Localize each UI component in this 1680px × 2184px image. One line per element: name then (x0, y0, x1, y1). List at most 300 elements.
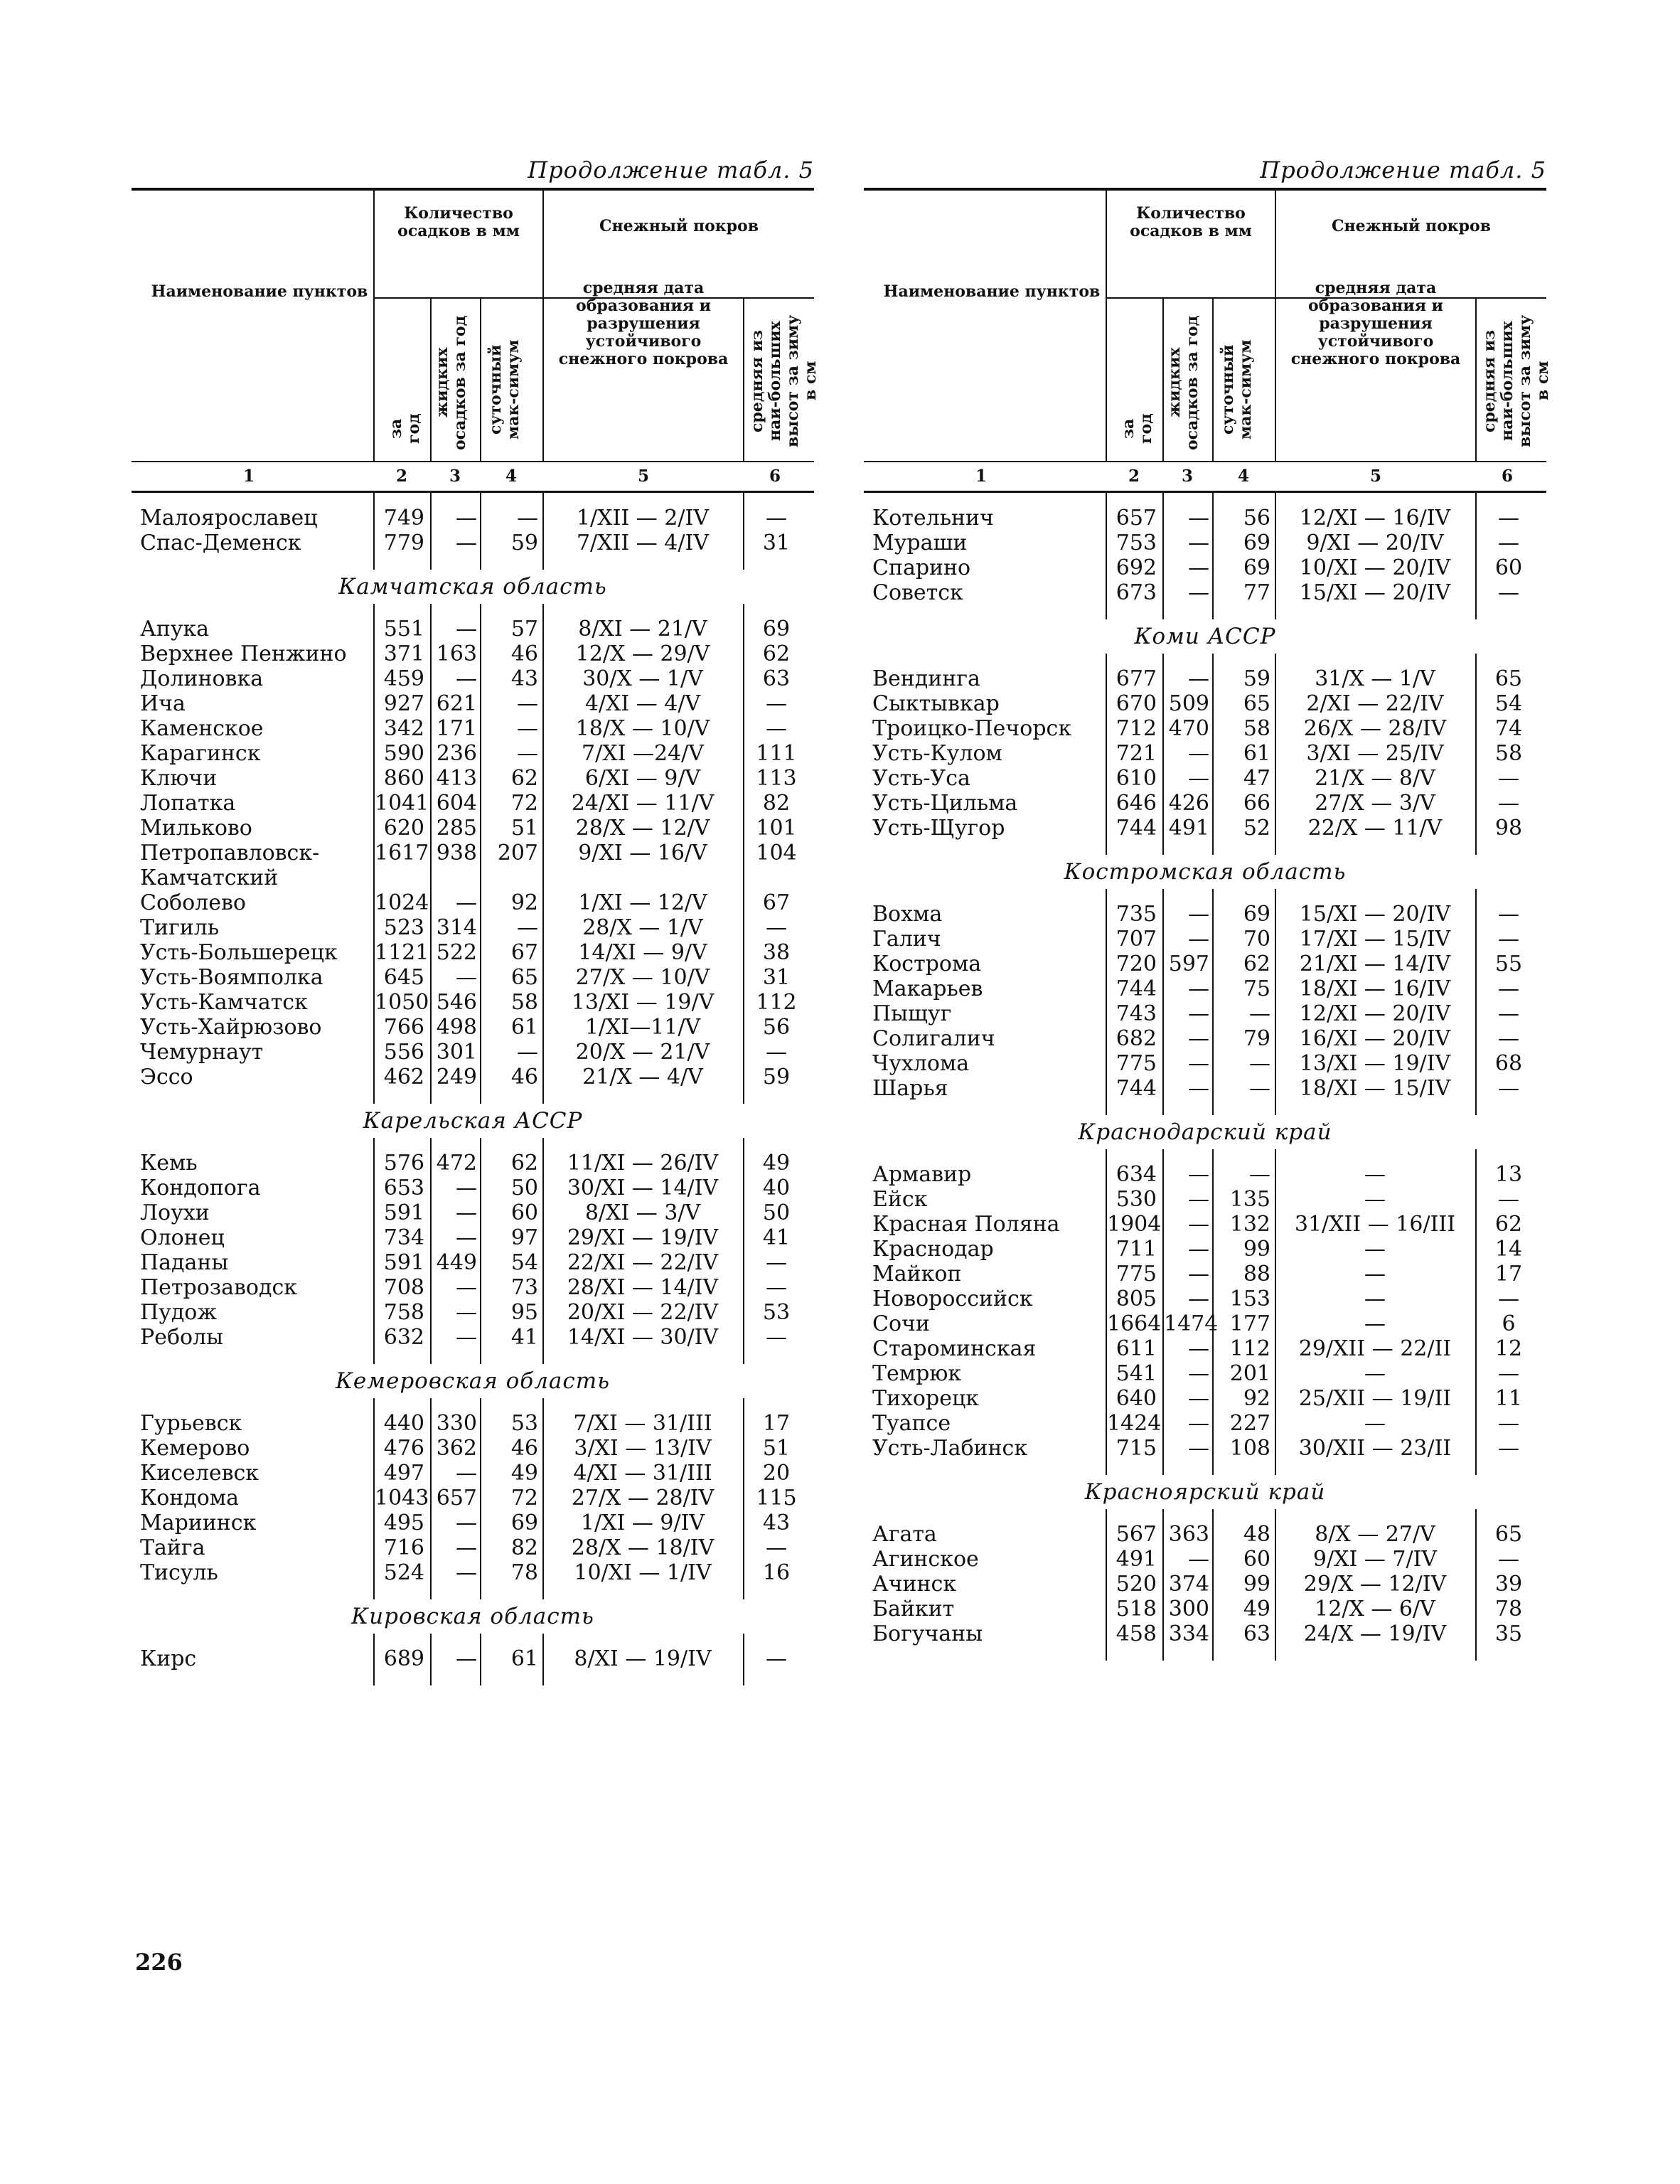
snow-height: 56 (762, 1015, 791, 1040)
table-row (864, 506, 1546, 531)
station-name: Малоярославец (140, 506, 318, 531)
precip-liquid: 449 (436, 1250, 477, 1275)
snow-dates: 20/X — 21/V (575, 1040, 710, 1065)
precip-year: 749 (383, 506, 424, 531)
header-group-precip: Количество осадков в мм (397, 204, 520, 240)
table-row (132, 666, 814, 691)
table-row (132, 1015, 814, 1040)
station-name: Байкит (872, 1597, 955, 1621)
region-rows (132, 1398, 814, 1599)
precip-year: 634 (1115, 1162, 1157, 1187)
header-divider (1475, 297, 1477, 461)
station-name: Шарья (872, 1076, 948, 1101)
table-row (864, 716, 1546, 741)
precip-year: 715 (1115, 1436, 1157, 1461)
snow-height: 12 (1494, 1336, 1523, 1361)
header-daily-max: суточный мак-симум (486, 339, 523, 440)
snow-dates: 25/XII — 19/II (1298, 1386, 1452, 1411)
station-name: Гурьевск (140, 1411, 242, 1436)
table-row (132, 1325, 814, 1350)
snow-dates: 8/X — 27/V (1315, 1522, 1435, 1547)
snow-dates: 28/XI — 14/IV (567, 1275, 719, 1300)
header-sub-rule (373, 297, 814, 299)
table-row (864, 1386, 1546, 1411)
precip-year: 708 (383, 1275, 424, 1300)
snow-dates: 18/X — 10/V (575, 716, 710, 741)
continuation-label: Продолжение табл. 5 (528, 156, 814, 183)
precip-year: 1664 (1107, 1311, 1162, 1336)
snow-height: 20 (762, 1461, 791, 1486)
table-header (132, 191, 820, 462)
precip-daily-max: 132 (1229, 1212, 1270, 1237)
region-title: Кемеровская область (335, 1368, 611, 1394)
snow-dates: 11/XI — 26/IV (567, 1151, 719, 1176)
precip-liquid: 604 (436, 791, 477, 816)
snow-height: — (1498, 580, 1519, 605)
snow-height: — (766, 506, 787, 531)
region-title: Карельская АССР (363, 1108, 583, 1134)
snow-height: — (1498, 1547, 1519, 1572)
snow-dates: 30/XI — 14/IV (567, 1176, 719, 1200)
precip-liquid: — (1188, 1386, 1209, 1411)
column-numbers (864, 462, 1546, 493)
precip-year: 720 (1115, 952, 1157, 976)
snow-dates: 24/XI — 11/V (571, 791, 715, 816)
snow-dates: 28/X — 1/V (582, 915, 703, 940)
snow-height: 82 (762, 791, 791, 816)
table-row (864, 1001, 1546, 1026)
region-section (132, 1364, 814, 1599)
snow-height: 104 (756, 841, 797, 865)
station-name: Соболево (140, 890, 246, 915)
snow-height: 14 (1494, 1237, 1523, 1262)
precip-daily-max: 72 (510, 1486, 538, 1511)
region-rows (132, 1138, 814, 1364)
snow-dates: 13/XI — 19/V (571, 990, 715, 1015)
precip-daily-max: 61 (510, 1646, 538, 1671)
table-row (132, 1300, 814, 1325)
header-avg-height: средняя из наи-больших высот за зиму в см (1480, 314, 1552, 447)
station-name: Реболы (140, 1325, 223, 1350)
precip-liquid: — (1188, 580, 1209, 605)
table-row (132, 1436, 814, 1461)
precip-daily-max: 65 (510, 965, 538, 990)
snow-dates: 3/XI — 25/IV (1306, 741, 1444, 766)
precip-daily-max: 47 (1243, 766, 1270, 791)
snow-height: 35 (1494, 1621, 1523, 1646)
precip-liquid: 301 (436, 1040, 477, 1065)
snow-height: 62 (762, 641, 791, 666)
precip-year: 653 (383, 1176, 424, 1200)
precip-year: 458 (1115, 1621, 1157, 1646)
precip-liquid: — (1188, 1237, 1209, 1262)
table-row (132, 1511, 814, 1535)
precip-daily-max: 46 (510, 641, 538, 666)
precip-daily-max: 60 (1243, 1547, 1270, 1572)
precip-liquid: 621 (436, 691, 477, 716)
region-title: Кировская область (351, 1604, 594, 1629)
snow-height: — (766, 1275, 787, 1300)
precip-year: 541 (1115, 1361, 1157, 1386)
region-title: Коми АССР (1134, 624, 1276, 649)
table-row (132, 940, 814, 965)
snow-height: 101 (756, 816, 797, 841)
precip-daily-max: 112 (1229, 1336, 1270, 1361)
table-row (864, 952, 1546, 976)
precip-daily-max: 48 (1243, 1522, 1270, 1547)
precip-liquid: — (1188, 1162, 1209, 1187)
station-name: Кемь (140, 1151, 198, 1176)
precip-liquid: — (456, 1511, 477, 1535)
header-divider (1106, 191, 1107, 461)
snow-height: 98 (1494, 816, 1523, 841)
precip-liquid: 472 (436, 1151, 477, 1176)
table-row (132, 1560, 814, 1585)
snow-height: — (1498, 976, 1519, 1001)
precip-liquid: 171 (436, 716, 477, 741)
precip-daily-max: 51 (510, 816, 538, 841)
snow-dates: 7/XII — 4/IV (576, 531, 710, 555)
precip-liquid: — (1188, 1076, 1209, 1101)
snow-dates: 16/XI — 20/IV (1299, 1026, 1451, 1051)
snow-dates: 1/XI — 12/V (578, 890, 707, 915)
precip-year: 620 (383, 816, 424, 841)
station-name: Чемурнаут (140, 1040, 264, 1065)
station-name: Лоухи (140, 1200, 210, 1225)
snow-dates: 14/XI — 30/IV (567, 1325, 719, 1350)
table-row (864, 531, 1546, 555)
region-section (132, 1104, 814, 1364)
station-name: Ейск (872, 1187, 928, 1212)
page-number: 226 (135, 1949, 183, 1976)
header-liquid: жидких осадков за год (433, 315, 469, 450)
snow-height: — (1498, 1076, 1519, 1101)
table-row (132, 691, 814, 716)
table-row (132, 1646, 814, 1671)
precip-year: 495 (383, 1511, 424, 1535)
station-name: Усть-Цильма (872, 791, 1018, 816)
table-row (132, 617, 814, 641)
precip-year: 476 (383, 1436, 424, 1461)
colnum: 6 (1501, 467, 1514, 486)
colnum: 6 (769, 467, 781, 486)
precip-daily-max: 99 (1243, 1572, 1270, 1597)
precip-year: 707 (1115, 927, 1157, 952)
precip-daily-max: — (517, 506, 538, 531)
precip-year: 677 (1115, 666, 1157, 691)
precip-liquid: 470 (1168, 716, 1209, 741)
precip-liquid: — (456, 666, 477, 691)
table-row (864, 580, 1546, 605)
station-name: Долиновка (140, 666, 264, 691)
table-row (132, 1040, 814, 1065)
snow-height: 69 (762, 617, 791, 641)
precip-liquid: — (1188, 1051, 1209, 1076)
snow-dates: 29/XII — 22/II (1298, 1336, 1452, 1361)
snow-height: 115 (756, 1486, 797, 1511)
precip-year: 440 (383, 1411, 424, 1436)
precip-daily-max: 153 (1229, 1287, 1270, 1311)
precip-year: 744 (1115, 1076, 1157, 1101)
table-row (132, 1411, 814, 1436)
precip-year: 497 (383, 1461, 424, 1486)
header-divider (480, 297, 481, 461)
snow-dates: — (1364, 1311, 1386, 1336)
precip-liquid: — (1188, 1187, 1209, 1212)
precip-liquid: 938 (436, 841, 477, 865)
precip-year: 744 (1115, 816, 1157, 841)
table-row (132, 890, 814, 915)
precip-year: 711 (1115, 1237, 1157, 1262)
precip-daily-max: 227 (1229, 1411, 1270, 1436)
station-name: Тигиль (140, 915, 220, 940)
table-row (864, 1187, 1546, 1212)
precip-daily-max: 69 (1243, 902, 1270, 927)
snow-height: 13 (1494, 1162, 1523, 1187)
precip-year: 657 (1115, 506, 1157, 531)
station-name: Кирс (140, 1646, 197, 1671)
region-rows (864, 1149, 1546, 1475)
precip-daily-max: 77 (1243, 580, 1270, 605)
precip-liquid: — (1188, 1436, 1209, 1461)
precip-daily-max: 78 (510, 1560, 538, 1585)
table-row (864, 1162, 1546, 1187)
snow-dates: 28/X — 12/V (575, 816, 710, 841)
region-rows (864, 1509, 1546, 1661)
station-name: Усть-Кулом (872, 741, 1002, 766)
precip-year: 758 (383, 1300, 424, 1325)
snow-height: — (1498, 1411, 1519, 1436)
snow-height: 111 (756, 741, 797, 766)
station-name: Эссо (140, 1065, 193, 1090)
table-row (864, 766, 1546, 791)
colnum: 3 (1181, 467, 1194, 486)
precip-daily-max: 92 (1243, 1386, 1270, 1411)
header-divider (1162, 297, 1164, 461)
precip-year: 518 (1115, 1597, 1157, 1621)
precip-year: 459 (383, 666, 424, 691)
precip-year: 712 (1115, 716, 1157, 741)
precip-daily-max: 49 (510, 1461, 538, 1486)
snow-height: — (766, 1646, 787, 1671)
region-section (864, 493, 1546, 619)
snow-dates: — (1364, 1187, 1386, 1212)
precip-liquid: — (456, 1300, 477, 1325)
precip-year: 721 (1115, 741, 1157, 766)
snow-height: 31 (762, 965, 791, 990)
snow-height: — (1498, 1287, 1519, 1311)
snow-dates: — (1364, 1237, 1386, 1262)
snow-dates: 2/XI — 22/IV (1306, 691, 1444, 716)
snow-dates: — (1364, 1361, 1386, 1386)
table-row (864, 1311, 1546, 1336)
snow-dates: 4/XI — 4/V (584, 691, 701, 716)
station-name: Усть-Большерецк (140, 940, 338, 965)
station-name: Усть-Щугор (872, 816, 1005, 841)
precip-daily-max: 69 (1243, 555, 1270, 580)
precip-liquid: 522 (436, 940, 477, 965)
precip-daily-max: 66 (1243, 791, 1270, 816)
table-row (132, 1275, 814, 1300)
snow-height: — (1498, 1187, 1519, 1212)
table-row (864, 927, 1546, 952)
table-row (864, 816, 1546, 841)
table-row (864, 1026, 1546, 1051)
station-name: Лопатка (140, 791, 236, 816)
precip-liquid: 413 (436, 766, 477, 791)
header-year: за год (387, 413, 423, 444)
snow-height: — (1498, 1361, 1519, 1386)
station-name: Армавир (872, 1162, 972, 1187)
station-name: Туапсе (872, 1411, 951, 1436)
precip-liquid: 300 (1168, 1597, 1209, 1621)
precip-year: 591 (383, 1250, 424, 1275)
region-title: Красноярский край (1084, 1479, 1326, 1505)
precip-year: 689 (383, 1646, 424, 1671)
colnum: 5 (1369, 467, 1382, 486)
snow-height: 39 (1494, 1572, 1523, 1597)
table-row (864, 1051, 1546, 1076)
snow-dates: — (1364, 1287, 1386, 1311)
precip-liquid: 330 (436, 1411, 477, 1436)
precip-year: 524 (383, 1560, 424, 1585)
snow-height: — (1498, 766, 1519, 791)
precip-daily-max: 69 (1243, 531, 1270, 555)
station-name: Солигалич (872, 1026, 995, 1051)
snow-dates: 8/XI — 19/IV (574, 1646, 712, 1671)
station-name: Спарино (872, 555, 971, 580)
precip-daily-max: 59 (510, 531, 538, 555)
precip-daily-max: 72 (510, 791, 538, 816)
snow-height: — (1498, 531, 1519, 555)
precip-daily-max: 97 (510, 1225, 538, 1250)
snow-height: — (1498, 1026, 1519, 1051)
station-name: Карагинск (140, 741, 261, 766)
station-name: Верхнее Пенжино (140, 641, 347, 666)
snow-dates: 22/X — 11/V (1307, 816, 1443, 841)
precip-liquid: — (1188, 1262, 1209, 1287)
station-name: Киселевск (140, 1461, 260, 1486)
snow-dates: — (1364, 1162, 1386, 1187)
region-rows (132, 493, 814, 570)
precip-year: 1424 (1107, 1411, 1162, 1436)
station-name: Ича (140, 691, 186, 716)
table-row (864, 1287, 1546, 1311)
precip-liquid: — (1188, 506, 1209, 531)
snow-dates: 9/XI — 7/IV (1312, 1547, 1438, 1572)
precip-liquid: — (1188, 902, 1209, 927)
table-row (132, 531, 814, 555)
table-row (132, 1225, 814, 1250)
snow-height: 49 (762, 1151, 791, 1176)
precip-year: 1041 (375, 791, 429, 816)
station-name: Красная Поляна (872, 1212, 1060, 1237)
snow-dates: 18/XI — 16/IV (1299, 976, 1451, 1001)
table-row (864, 1522, 1546, 1547)
snow-dates: 3/XI — 13/IV (574, 1436, 712, 1461)
precip-year: 1050 (375, 990, 429, 1015)
table-row (132, 965, 814, 990)
snow-dates: 8/XI — 21/V (578, 617, 707, 641)
precip-year: 753 (1115, 531, 1157, 555)
snow-dates: — (1364, 1411, 1386, 1436)
snow-dates: 28/X — 18/IV (571, 1535, 715, 1560)
station-name: Сыктывкар (872, 691, 1000, 716)
header-divider (743, 297, 744, 461)
table-row (132, 791, 814, 816)
snow-dates: 29/X — 12/IV (1303, 1572, 1447, 1597)
region-title: Костромская область (1064, 859, 1347, 885)
table-row (864, 1572, 1546, 1597)
snow-height: 31 (762, 531, 791, 555)
snow-dates: 21/X — 8/V (1315, 766, 1435, 791)
precip-liquid: — (1188, 531, 1209, 555)
header-col1: Наименование пунктов (151, 282, 368, 301)
station-name: Макарьев (872, 976, 983, 1001)
precip-year: 491 (1115, 1547, 1157, 1572)
station-name: Кемерово (140, 1436, 250, 1461)
precip-liquid: — (1188, 1361, 1209, 1386)
precip-daily-max: 82 (510, 1535, 538, 1560)
precip-liquid: — (456, 890, 477, 915)
snow-dates: 27/X — 28/IV (571, 1486, 715, 1511)
snow-height: 6 (1502, 1311, 1516, 1336)
snow-height: 54 (1494, 691, 1523, 716)
precip-year: 775 (1115, 1051, 1157, 1076)
snow-dates: 4/XI — 31/III (573, 1461, 712, 1486)
station-name: Усть-Лабинск (872, 1436, 1028, 1461)
table-body (132, 493, 814, 1685)
snow-dates: 13/XI — 19/IV (1299, 1051, 1451, 1076)
snow-height: 59 (762, 1065, 791, 1090)
precip-daily-max: 46 (510, 1436, 538, 1461)
precip-liquid: — (456, 1560, 477, 1585)
station-name: Галич (872, 927, 941, 952)
precip-daily-max: 52 (1243, 816, 1270, 841)
station-name: Кондопога (140, 1176, 261, 1200)
colnum: 3 (449, 467, 461, 486)
snow-height: 60 (1494, 555, 1523, 580)
colnum: 1 (242, 467, 255, 486)
snow-dates: 6/XI — 9/V (584, 766, 701, 791)
precip-year: 556 (383, 1040, 424, 1065)
station-name: Петропавловск- (140, 841, 320, 865)
snow-dates: 12/X — 6/V (1315, 1597, 1435, 1621)
precip-liquid: — (456, 965, 477, 990)
precip-daily-max: 41 (510, 1325, 538, 1350)
snow-dates: — (1364, 1262, 1386, 1287)
table-row (864, 902, 1546, 927)
table-row (132, 1176, 814, 1200)
station-name: Кострома (872, 952, 982, 976)
precip-liquid: — (456, 617, 477, 641)
precip-liquid: — (1188, 927, 1209, 952)
precip-year: 692 (1115, 555, 1157, 580)
precip-liquid: 363 (1168, 1522, 1209, 1547)
station-name: Новороссийск (872, 1287, 1033, 1311)
precip-daily-max: — (1249, 1051, 1270, 1076)
precip-daily-max: 73 (510, 1275, 538, 1300)
precip-daily-max: 50 (510, 1176, 538, 1200)
precip-year: 743 (1115, 1001, 1157, 1026)
snow-dates: 1/XI—11/V (584, 1015, 701, 1040)
snow-height: 17 (1494, 1262, 1523, 1287)
table-row (864, 1336, 1546, 1361)
precip-daily-max: 62 (1243, 952, 1270, 976)
table-row (864, 1212, 1546, 1237)
snow-dates: 12/XI — 16/IV (1299, 506, 1451, 531)
header-group-precip: Количество осадков в мм (1130, 204, 1252, 240)
